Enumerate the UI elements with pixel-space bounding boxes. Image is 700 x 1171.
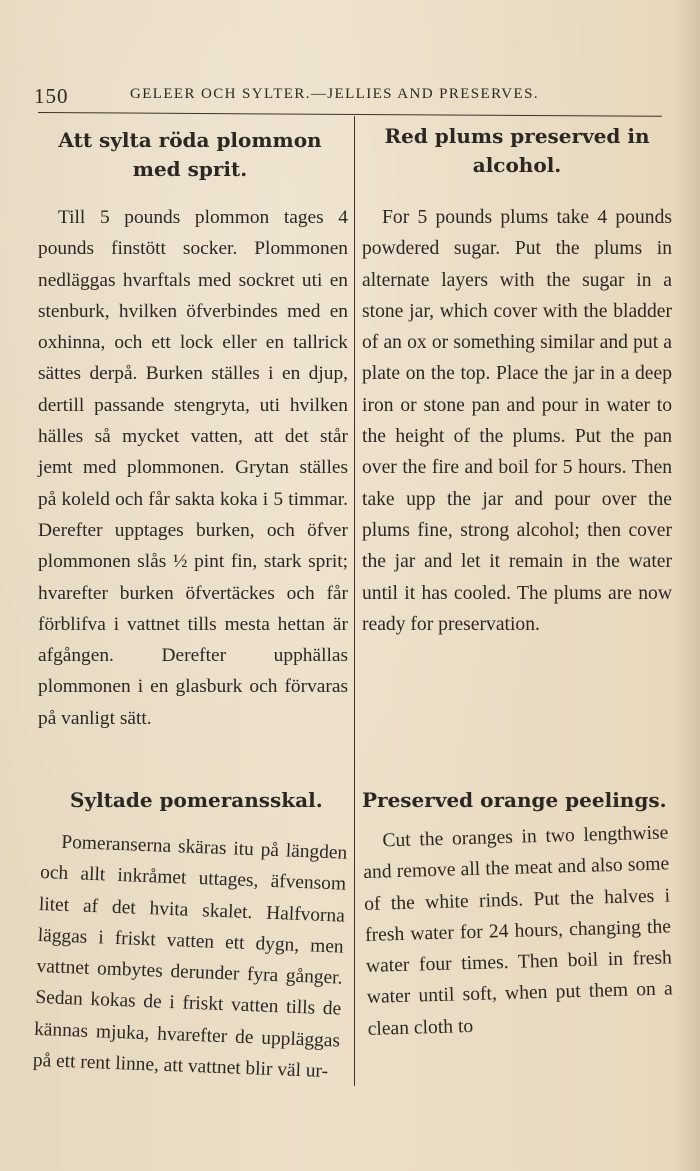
right-section1-title: Red plums preserved in alcohol. <box>384 124 650 177</box>
left-section2 <box>38 786 346 815</box>
page-number: 150 <box>34 84 69 108</box>
right-section2 <box>362 786 672 815</box>
running-head: GELEER OCH SYLTER.—JELLIES AND PRESERVES. <box>130 86 539 102</box>
left-section2-title: Syltade pomeransskal. <box>70 788 323 812</box>
right-section2-text <box>362 817 674 1045</box>
right-section1-body: For 5 pounds plums take 4 pounds powdered sugar. Put the plums in alternate layers with the sugar in a stone jar, which cover with the bladder of an ox or something similar and put a plate on the top. Place the jar in a deep iron or stone pan and pour in water to the height of the plums. Put the pan over the fire and boil for 5 hours. Then take upp the jar and pour over the plums fine, strong alcohol; then cover the jar and let it remain in the water until it has cooled. The plums are now ready for preservation. <box>362 207 672 635</box>
left-section2-body: Pomeranserna skäras itu på längden och allt inkråmet uttages, äfvensom litet af det hvita skalet. Halfvorna läggas i friskt vatten ett dygn, men vattnet ombytes derunder fyra gånger. Sedan kokas de i friskt vatten tills de kännas mjuka, hvarefter de uppläggas på ett rent linne, att vattnet blir väl ur- <box>32 831 348 1083</box>
page-edge-shadow <box>674 0 700 1171</box>
left-section1 <box>40 126 340 184</box>
right-section1 <box>364 122 670 180</box>
page-header <box>34 78 664 108</box>
right-section2-title: Preserved orange peelings. <box>362 788 667 812</box>
left-section1-body: Till 5 pounds plommon tages 4 pounds finstött socker. Plommonen nedläggas hvarftals med sockret uti en stenburk, hvilken öfverbindes med en oxhinna, och ett lock eller en tallrick sättes derpå. Burken ställes i en djup, dertill passande stengryta, uti hvilken hälles så mycket vatten, att det står jemt med plommonen. Grytan ställes på koleld och får sakta koka i 5 timmar. Derefter upptages burken, och öfver plommonen slås ½ pint fin, stark sprit; hvarefter burken öfvertäckes och får förblifva i vattnet tills mesta hettan är afgången. Derefter upphällas plommonen i en glasburk och förvaras på vanligt sätt. <box>38 207 348 729</box>
left-section1-title: Att sylta röda plommon med sprit. <box>58 128 322 181</box>
right-section2-body: Cut the oranges in two lengthwise and remove all the meat and also some of the white rinds. Put the halves i fresh water for 24 hours, changing the water four times. Then boil in fresh water until soft, when put them on a clean cloth to <box>363 822 673 1040</box>
column-divider <box>354 116 355 1086</box>
left-section2-text <box>32 826 347 1088</box>
right-section1-text <box>362 202 672 640</box>
header-rule <box>38 112 662 117</box>
left-section1-text <box>38 202 348 734</box>
